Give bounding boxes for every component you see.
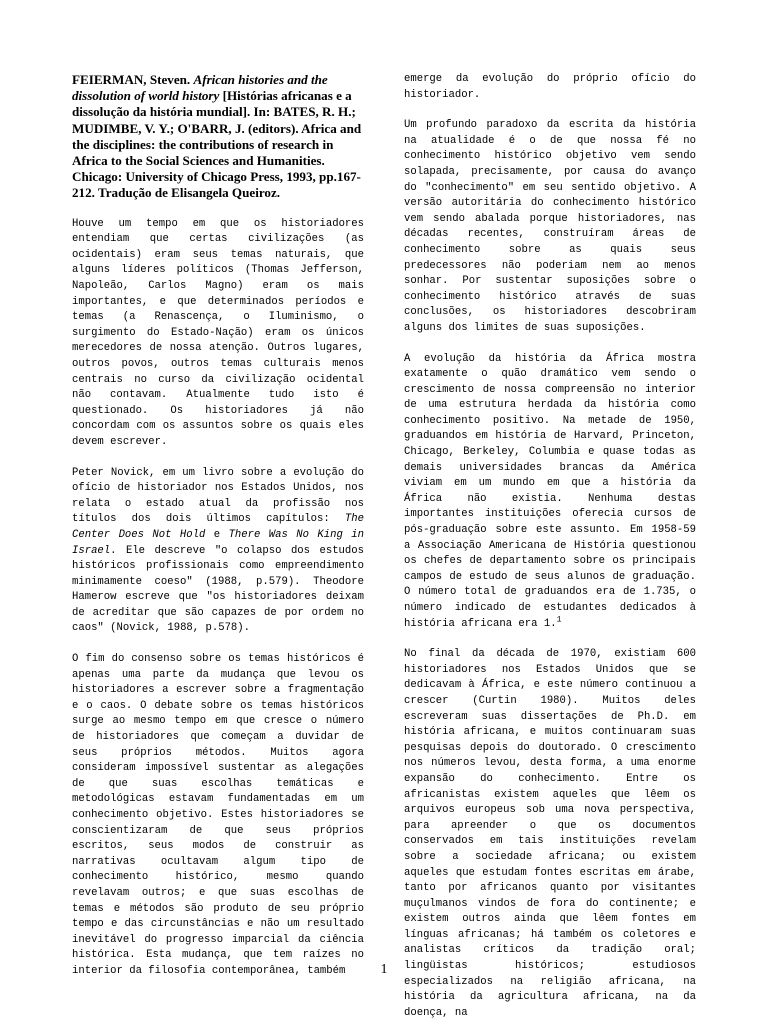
citation-title: African histories and the dissolution of world history — [72, 72, 328, 104]
paragraph: Houve um tempo em que os historiadores entendiam que certas civilizações (as ocidentais) eram seus temas naturais, que alguns líderes políticos (Thomas Jefferson, Napoleão, Carlos Magno) eram os mais importantes, e que determinados períodos e temas (a Renascença, o Iluminismo, o surgimento do Estado-Nação) eram os únicos merecedores de nossa atenção. Outros lugares, outros povos, outros temas culturais menos centrais no curso da civilização ocidental não contavam. Atualmente tudo isto é questionado. Os historiadores já não concordam com os assuntos sobre os quais eles devem escrever. — [72, 217, 364, 448]
paragraph: No final da década de 1970, existiam 600 historiadores nos Estados Unidos que se dedicavam à África, e este número continuou a crescer (Curtin 1980). Muitos deles escreveram suas dissertações de Ph.D. em história africana, e muitos continuaram suas pesquisas depois do doutorado. O crescimento nos números levou, desta forma, a uma enorme expansão do conhecimento. Entre os africanistas existem aqueles que lêem os arquivos europeus sob uma nova perspectiva, para apreender o que os documentos conservados em tais instituições revelam sobre a sociedade africana; ou existem aqueles que estudam fontes escritas em árabe, tanto por africanos quanto por visitantes muçulmanos vindos de fora do continente; e existem outros ainda que lêem fontes em línguas africanas; há também os coletores e analistas críticos da tradição oral; lingüistas históricos; estudiosos especializados na religião africana, na história da agricultura africana, na da doença, na — [404, 648, 696, 1019]
citation-details: [Histórias africanas e a dissolução da história mundial]. In: BATES, R. H.; MUDIMBE, V. Y.; O'BARR, J. (editors). Africa and the disciplines: the contributions of research in Africa to the Social Sciences and Humanities. Chicago: University of Chicago Press, 1993, pp.167-212. Tradução de Elisangela Queiroz. — [72, 88, 362, 201]
citation-author: FEIERMAN, Steven. — [72, 72, 194, 87]
bibliographic-citation — [72, 72, 364, 202]
right-column — [404, 72, 696, 1036]
footnote-reference[interactable]: 1 — [556, 615, 562, 625]
paragraph — [404, 352, 696, 633]
paragraph-text: Peter Novick, em um livro sobre a evolução do ofício de historiador nos Estados Unidos, nos relata o estado atual da profissão nos títulos dos dois últimos capítulos: — [72, 466, 364, 526]
page-number: 1 — [380, 962, 388, 977]
paragraph: Um profundo paradoxo da escrita da história na atualidade é o de que nossa fé no conhecimento histórico objetivo vem sendo solapada, precisamente, por causa do avanço do "conhecimento" em seu sentido objetivo. A versão autoritária do conhecimento histórico vem sendo abalada porque historiadores, nas décadas recentes, construíram áreas de conhecimento sobre as quais seus predecessores não poderiam nem ao menos sonhar. Por sustentar suposições sobre o conhecimento histórico através de suas conclusões, os historiadores descobriram alguns dos limites de suas suposições. — [404, 119, 696, 334]
paragraph: emerge da evolução do próprio ofício do historiador. — [404, 73, 696, 101]
paragraph-text: e — [205, 528, 229, 541]
paragraph — [72, 466, 364, 638]
chapter-title: There Was No King in Israel — [72, 528, 364, 557]
paragraph: O fim do consenso sobre os temas históricos é apenas uma parte da mudança que levou os historiadores a escrever sobre a fragmentação e o caos. O debate sobre os temas históricos surge ao mesmo tempo em que cresce o número de historiadores que começam a duvidar de seus próprios métodos. Muitos agora consideram impossível sustentar as alegações de que suas escolhas temáticas e metodológicas estavam fundamentadas em um conhecimento objetivo. Estes historiadores se conscientizaram de que seus próprios escritos, seus modos de construir as narrativas ocultavam algum tipo de conhecimento histórico, mesmo quando revelavam outros; e que suas escolhas de temas e métodos são produto de seu próprio tempo e das circunstâncias e não um resultado inevitável do progresso imparcial da ciência histórica. Esta mudança, que tem raízes no interior da filosofia contemporânea, também — [72, 653, 364, 977]
paragraph-text: . Ele descreve "o colapso dos estudos históricos profissionais como empreendimento minimamente coeso" (1988, p.579). Theodore Hamerow escreve que "os historiadores deixam de acreditar que são capazes de por ordem no caos" (Novick, 1988, p.578). — [72, 544, 364, 635]
paragraph-text: A evolução da história da África mostra exatamente o quão dramático vem sendo o crescimento de nossa compreensão no interior de uma estrutura herdada da história como conhecimento positivo. Na metade de 1950, graduandos em história de Harvard, Princeton, Chicago, Berkeley, Columbia e quase todas as demais universidades brancas da América viviam em um mundo em que a história da África não existia. Nenhuma destas importantes instituições oferecia cursos de pós-graduação sobre este assunto. Em 1958-59 a Associação Americana de História questionou os chefes de departamento sobre os principais campos de estudo de seus alunos de graduação. O número total de graduandos era de 1.735, o número indicado de estudantes dedicados à história africana era 1. — [404, 352, 696, 630]
left-column — [72, 72, 364, 995]
chapter-title: The Center Does Not Hold — [72, 513, 364, 541]
